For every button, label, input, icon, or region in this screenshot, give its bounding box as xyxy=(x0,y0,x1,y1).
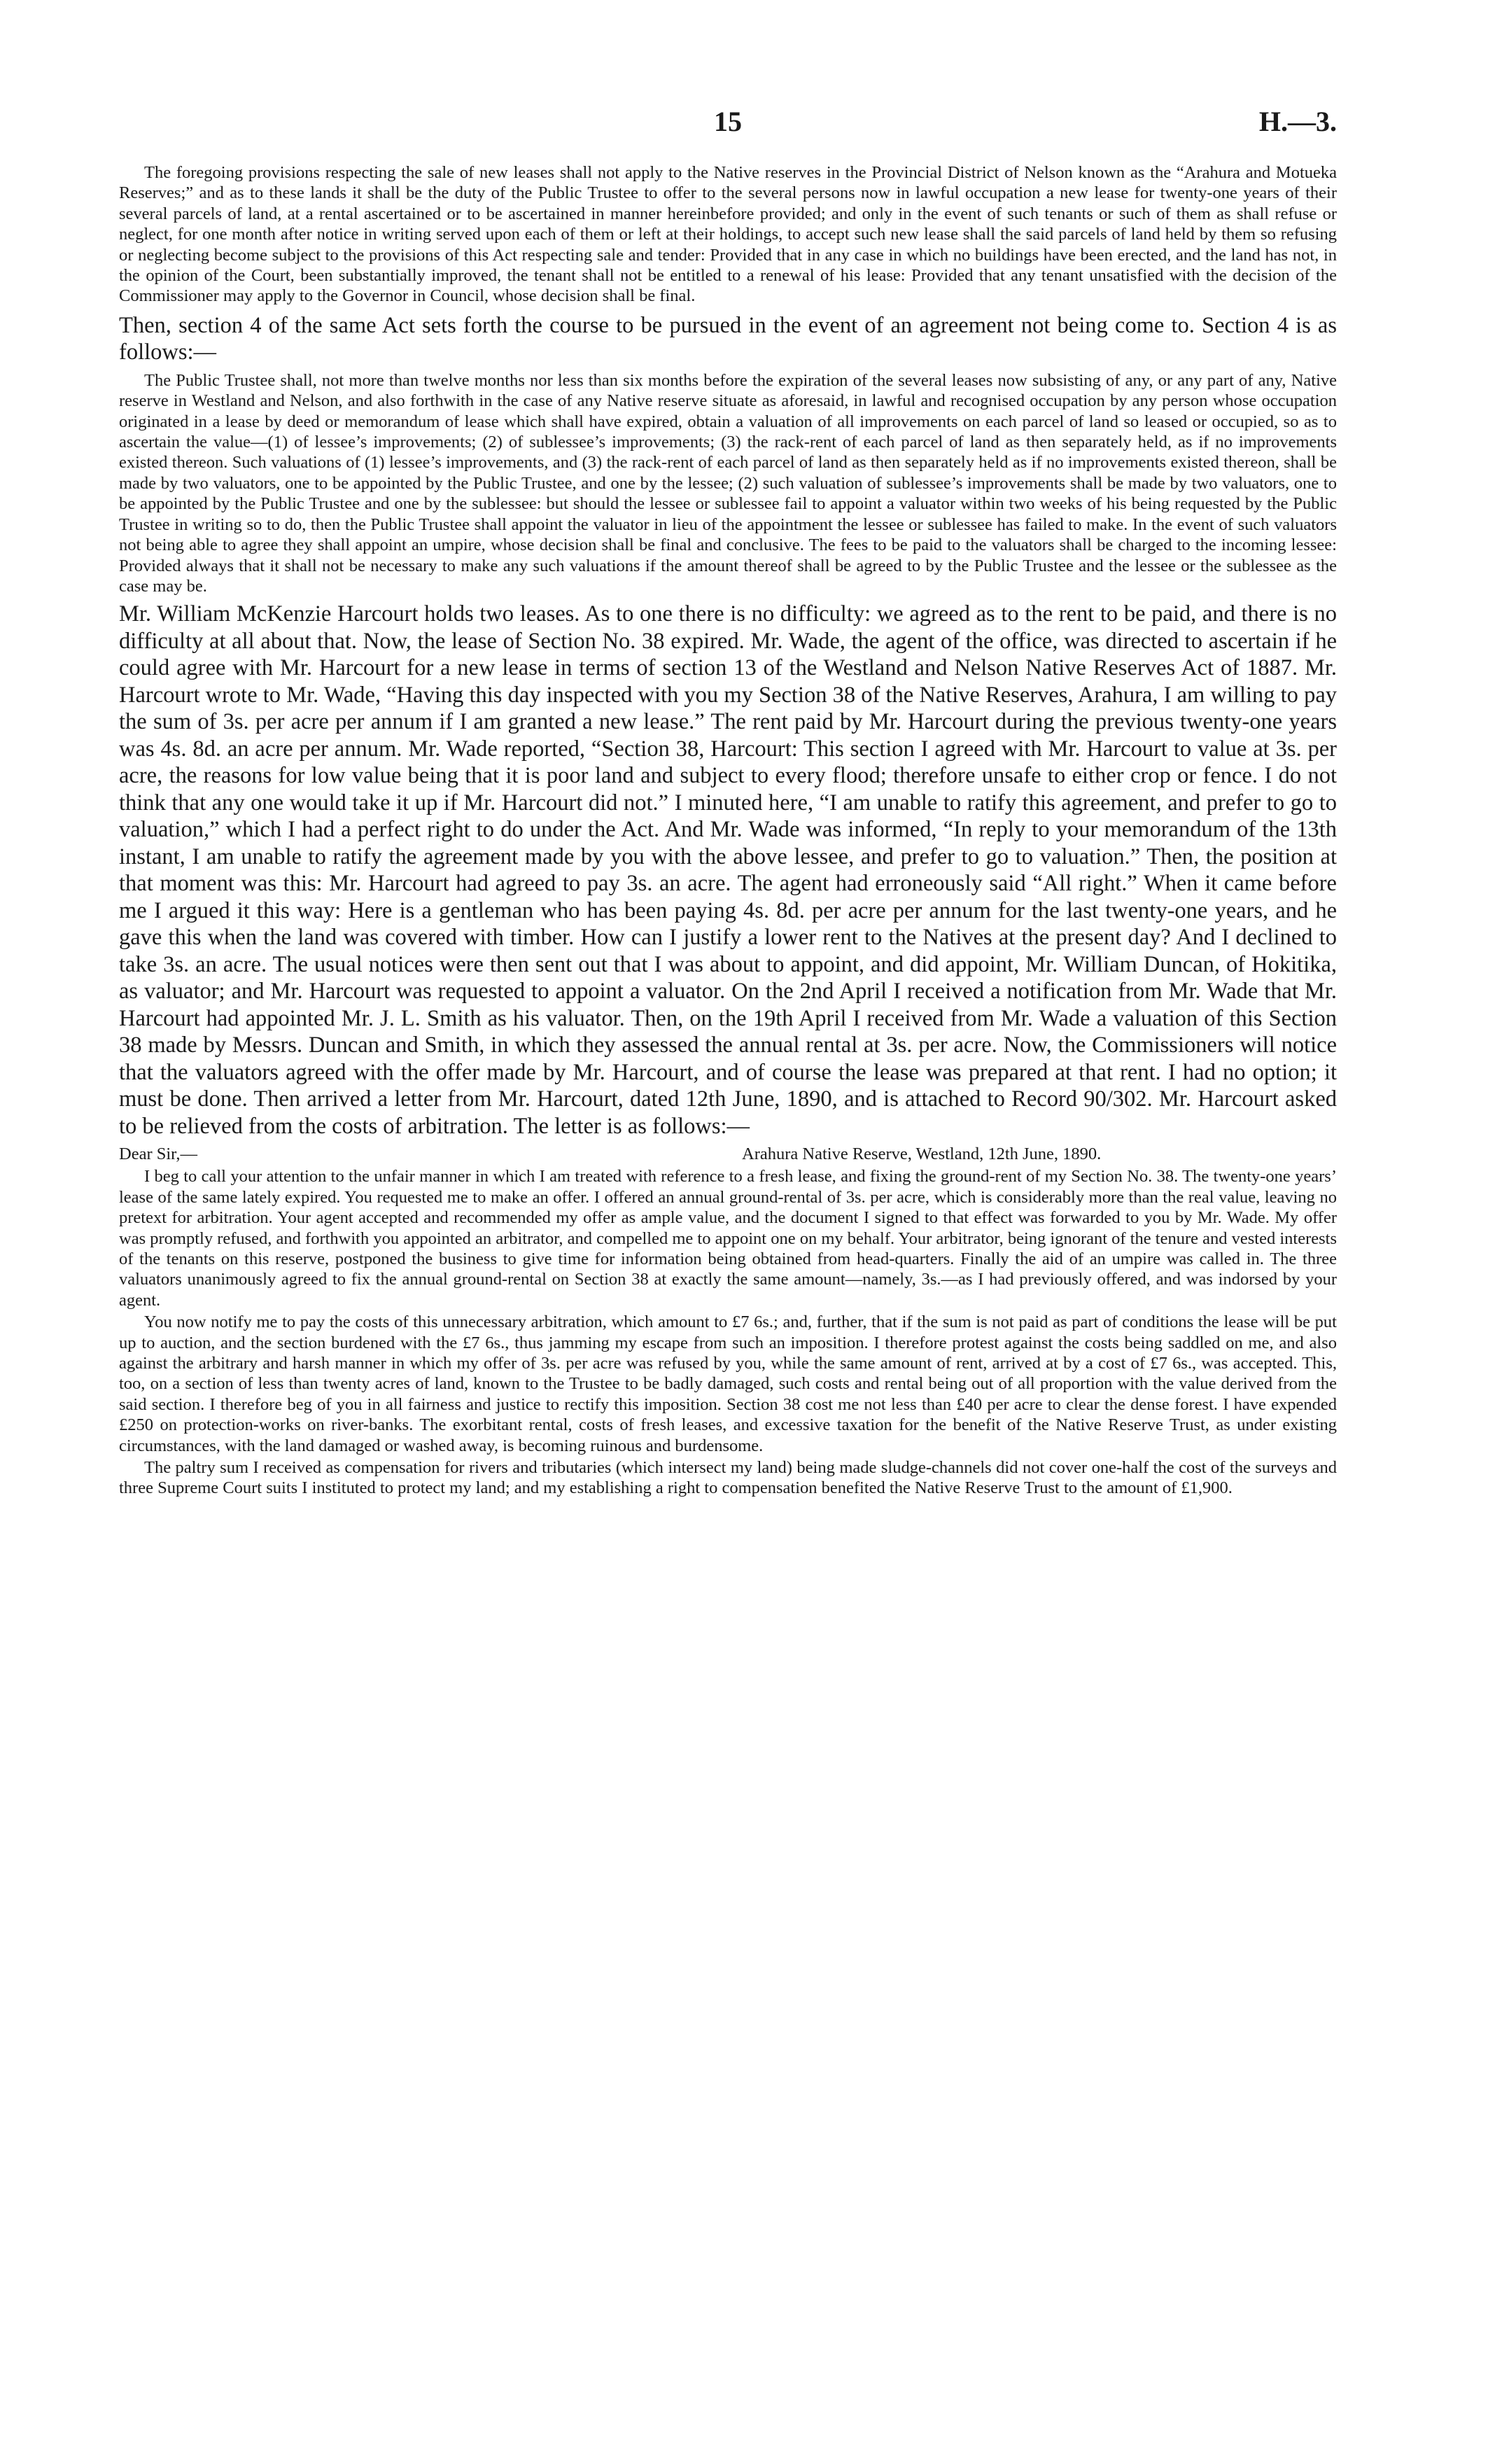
letter-paragraph: You now notify me to pay the costs of this unnecessary arbitration, which amount to £7 6s.; and, further, that if the sum is not paid as part of conditions the lease will be put up to auction, and the section burdened with the £7 6s., thus jamming my escape from such an imposition. I therefore protest against the costs being saddled on me, and also against the arbitrary and harsh manner in which my offer of 3s. per acre was refused by you, while the same amount of rent, arrived at by a cost of £7 6s., was accepted. This, too, on a section of less than twenty acres of land, known to the Trustee to be badly damaged, such costs and rental being out of all proportion with the value derived from the said section. I therefore beg of you in all fairness and justice to rectify this imposition. Section 38 cost me not less than £40 per acre to clear the dense forest. I have expended £250 on protection-works on river-banks. The exorbitant rental, costs of fresh leases, and excessive taxation for the benefit of the Native Reserve Trust, as under existing circumstances, with the land damaged or washed away, is becoming ruinous and burdensome. xyxy=(119,1312,1337,1455)
page-header xyxy=(119,105,1337,147)
letter-heading xyxy=(119,1144,1337,1165)
quoted-section-4-paragraph: The Public Trustee shall, not more than twelve months nor less than six months before the expiration of the several leases now subsisting of any, or any part of any, Native reserve in Westland and Nelson, and also forthwith in the case of any Native reserve situate as aforesaid, in lawful and recognised occupation by any person whose occupation originated in a lease by deed or memorandum of lease which shall have expired, obtain a valuation of all improvements on each parcel of land so leased or occupied, so as to ascertain the value—(1) of lessee’s improvements; (2) of sublessee’s improvements; (3) the rack-rent of each parcel of land as then separately held, as if no improvements existed thereon. Such valuations of (1) lessee’s improvements, and (3) the rack-rent of each parcel of land as then separately held as if no improvements existed thereon, shall be made by two valuators, one to be appointed by the Public Trustee, and one by the lessee; (2) such valuation of sublessee’s improvements shall be made by two valuators, one to be appointed by the Public Trustee and one by the sublessee: but should the lessee or sublessee fail to appoint a valuator within two weeks of his being requested by the Public Trustee in writing so to do, then the Public Trustee shall appoint the valuator in lieu of the appointment the lessee or sublessee has failed to make. In the event of such valuators not being able to agree they shall appoint an umpire, whose decision shall be final and conclusive. The fees to be paid to the valuators shall be charged to the incoming lessee: Provided always that it shall not be necessary to make any such valuations if the amount thereof shall be agreed to by the Public Trustee and the lessee or the sublessee as the case may be. xyxy=(119,370,1337,596)
letter-paragraph: I beg to call your attention to the unfair manner in which I am treated with reference to a fresh lease, and fixing the ground-rent of my Section No. 38. The twenty-one years’ lease of the same lately expired. You requested me to make an offer. I offered an annual ground-rental of 3s. per acre, which is considerably more than the real value, leaving no pretext for arbitration. Your agent accepted and recommended my offer as ample value, and the document I signed to that effect was forwarded to you by Mr. Wade. My offer was promptly refused, and forthwith you appointed an arbitrator, and compelled me to appoint one on my behalf. Your arbitrator, being ignorant of the tenure and vested interests of the tenants on this reserve, postponed the business to give time for information being obtained from head-quarters. Finally the aid of an umpire was called in. The three valuators unanimously agreed to fix the annual ground-rental on Section 38 at exactly the same amount—namely, 3s.—as I had previously offered, and was indorsed by your agent. xyxy=(119,1167,1337,1310)
quoted-letter xyxy=(119,1144,1337,1499)
document-reference: H.—3. xyxy=(1258,106,1337,137)
body-paragraph-harcourt: Mr. William McKenzie Harcourt holds two leases. As to one there is no difficulty: we agreed as to the rent to be paid, and there is no difficulty at all about that. Now, the lease of Section No. 38 expired. Mr. Wade, the agent of the office, was directed to ascertain if he could agree with Mr. Harcourt for a new lease in terms of section 13 of the Westland and Nelson Native Reserves Act of 1887. Mr. Harcourt wrote to Mr. Wade, “Having this day inspected with you my Section 38 of the Native Reserves, Arahura, I am willing to pay the sum of 3s. per acre per annum if I am granted a new lease.” The rent paid by Mr. Harcourt during the previous twenty-one years was 4s. 8d. an acre per annum. Mr. Wade reported, “Section 38, Harcourt: This section I agreed with Mr. Harcourt to value at 3s. per acre, the reasons for low value being that it is poor land and subject to every flood; therefore unsafe to either crop or fence. I do not think that any one would take it up if Mr. Harcourt did not.” I minuted here, “I am unable to ratify this agreement, and prefer to go to valuation,” which I had a perfect right to do under the Act. And Mr. Wade was informed, “In reply to your memorandum of the 13th instant, I am unable to ratify the agreement made by you with the above lessee, and prefer to go to valuation.” Then, the position at that moment was this: Mr. Harcourt had agreed to pay 3s. an acre. The agent had erroneously said “All right.” When it came before me I argued it this way: Here is a gentleman who has been paying 4s. 8d. per acre per annum for the last twenty-one years, and he gave this when the land was covered with timber. How can I justify a lower rent to the Natives at the present day? And I declined to take 3s. an acre. The usual notices were then sent out that I was about to appoint, and did appoint, Mr. William Duncan, of Hokitika, as valuator; and Mr. Harcourt was requested to appoint a valuator. On the 2nd April I received a notification from Mr. Wade that Mr. Harcourt had appointed Mr. J. L. Smith as his valuator. Then, on the 19th April I received from Mr. Wade a valuation of this Section 38 made by Messrs. Duncan and Smith, in which they assessed the annual rental at 3s. per acre. Now, the Commissioners will notice that the valuators agreed with the offer made by Mr. Harcourt, and of course the lease was prepared at that rent. I had no option; it must be done. Then arrived a letter from Mr. Harcourt, dated 12th June, 1890, and is attached to Record 90/302. Mr. Harcourt asked to be relieved from the costs of arbitration. The letter is as follows:— xyxy=(119,601,1337,1139)
letter-salutation: Dear Sir,— xyxy=(119,1144,197,1164)
letter-paragraph: The paltry sum I received as compensation for rivers and tributaries (which intersect my land) being made sludge-channels did not cover one-half the cost of the surveys and three Supreme Court suits I instituted to protect my land; and my establishing a right to compensation benefited the Native Reserve Trust to the amount of £1,900. xyxy=(119,1458,1337,1498)
page-number: 15 xyxy=(714,106,742,137)
quoted-provision-paragraph: The foregoing provisions respecting the sale of new leases shall not apply to the Native reserves in the Provincial District of Nelson known as the “Arahura and Motueka Reserves;” and as to these lands it shall be the duty of the Public Trustee to offer to the several persons now in lawful occupation a new lease for twenty-one years of their several parcels of land, at a rental ascertained or to be ascertained in manner hereinbefore provided; and only in the event of such tenants or such of them as shall refuse or neglect, for one month after notice in writing served upon each of them or left at their holdings, to accept such new lease shall the said parcels of land held by them so refusing or neglecting become subject to the provisions of this Act respecting sale and tender: Provided that in any case in which no buildings have been erected, and the land has not, in the opinion of the Court, been substantially improved, the tenant shall not be entitled to a renewal of his lease: Provided that any tenant unsatisfied with the decision of the Commissioner may apply to the Governor in Council, whose decision shall be final. xyxy=(119,163,1337,306)
page-body xyxy=(119,162,1337,1499)
document-page xyxy=(119,0,1337,2464)
letter-place-date: Arahura Native Reserve, Westland, 12th June, 1890. xyxy=(742,1144,1102,1164)
body-paragraph: Then, section 4 of the same Act sets forth the course to be pursued in the event of an agreement not being come to. Section 4 is as follows:— xyxy=(119,312,1337,365)
